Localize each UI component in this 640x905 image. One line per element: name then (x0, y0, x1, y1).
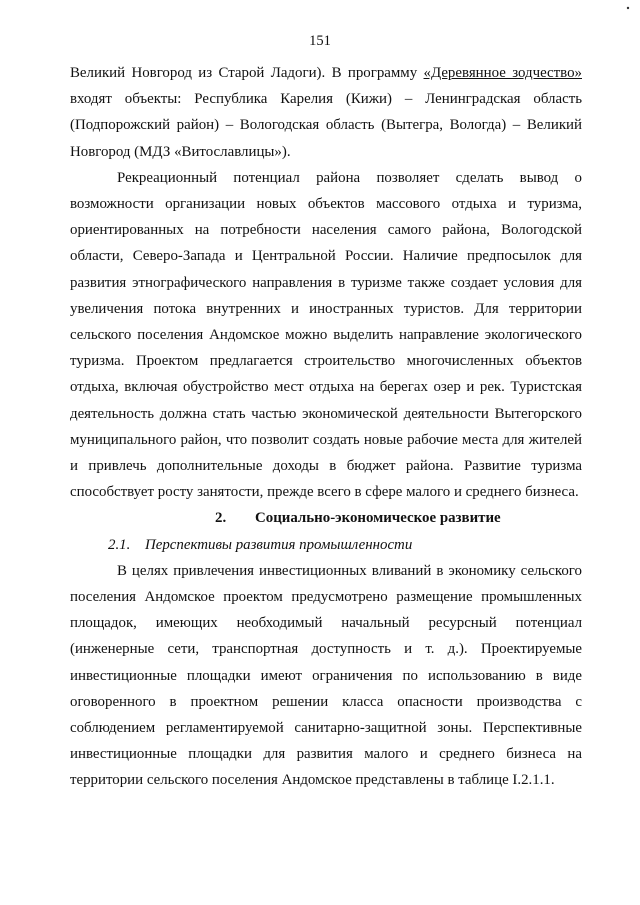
paragraph-1-text-end: входят объекты: Республика Карелия (Кижи) – Ленинградская область (Подпорожский район) – Вологодская область (Вытегра, Вологда) – Великий Новгород (МДЗ «Витославлицы»). (70, 91, 582, 160)
paragraph-1 (70, 60, 582, 165)
section-title: Социально-экономическое развитие (255, 510, 501, 527)
section-heading (70, 505, 582, 531)
program-link[interactable]: «Деревянное зодчество» (423, 65, 582, 81)
paragraph-1-text-start: Великий Новгород из Старой Ладоги). В программу (70, 65, 424, 81)
subsection-heading (70, 532, 582, 558)
page-number: 151 (309, 33, 331, 49)
body-text (70, 60, 582, 794)
section-number: 2. (215, 510, 227, 527)
subsection-title: Перспективы развития промышленности (145, 536, 413, 553)
paragraph-3: В целях привлечения инвестиционных вливаний в экономику сельского поселения Андомское проектом предусмотрено размещение промышленных площадок, имеющих необходимый начальный ресурсный потенциал (инженерные сети, транспортная доступность и т. д.). Проектируемые инвестиционные площадки имеют ограничения по использованию в виде оговоренного в проектном решении класса опасности производства с соблюдением регламентируемой санитарно-защитной зоны. Перспективные инвестиционные площадки для развития малого и среднего бизнеса на территории сельского поселения Андомское представлены в таблице I.2.1.1. (70, 562, 582, 789)
paragraph-2: Рекреационный потенциал района позволяет сделать вывод о возможности организации новых объектов массового отдыха и туризма, ориентированных на потребности населения самого района, Вологодской области, Северо-Запада и Центральной России. Наличие предпосылок для развития этнографического направления в туризме также создает условия для увеличения потока внутренних и иностранных туристов. Для территории сельского поселения Андомское можно выделить направление экологического туризма. Проектом предлагается строительство многочисленных объектов отдыха, включая обустройство мест отдыха на берегах озер и рек. Туристская деятельность должна стать частью экономической деятельности Вытегорского муниципального район, что позволит создать новые рабочие места для жителей и привлечь дополнительные доходы в бюджет района. Развитие туризма способствует росту занятости, прежде всего в сфере малого и среднего бизнеса. (70, 169, 582, 501)
scan-mark-dot (626, 6, 630, 10)
subsection-number: 2.1. (108, 536, 131, 553)
